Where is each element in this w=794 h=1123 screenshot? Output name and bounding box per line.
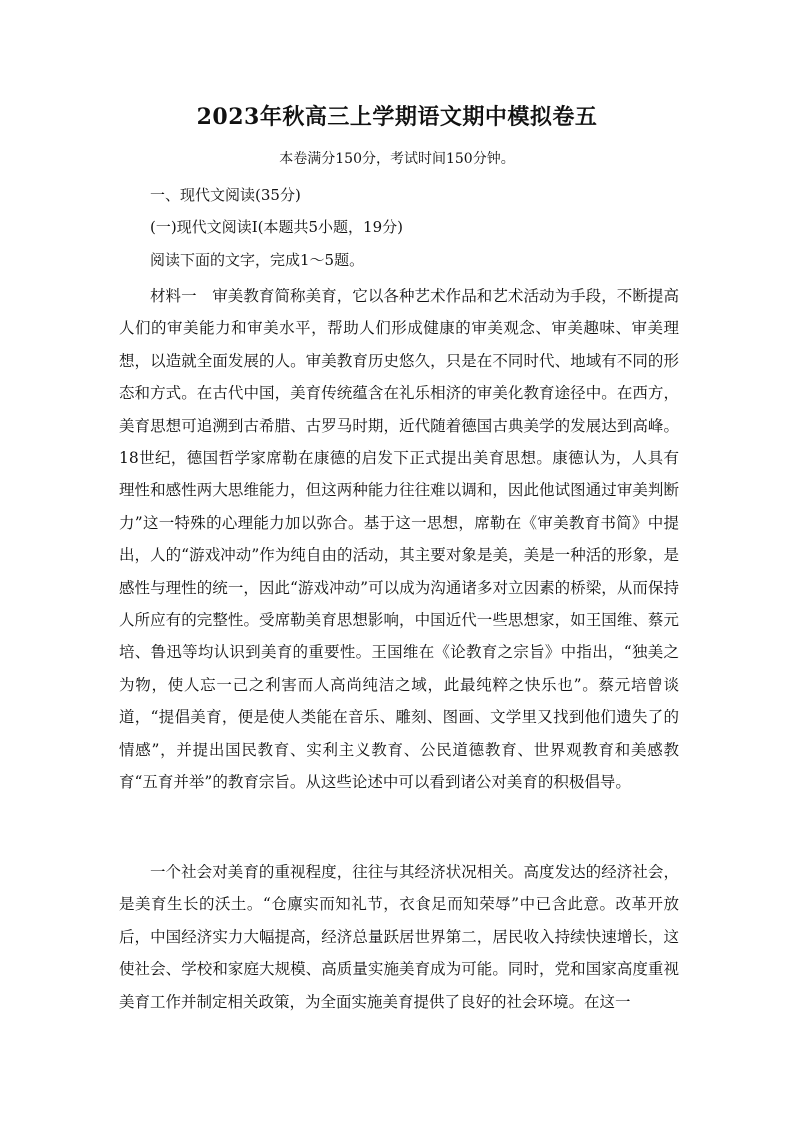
body-paragraph: 一个社会对美育的重视程度，往往与其经济状况相关。高度发达的经济社会，是美育生长的沃土。“仓廪实而知礼节，衣食足而知荣辱”中已含此意。改革开放后，中国经济实力大幅提高，经济总量跃居世界第二，居民收入持续快速增长，这使社会、学校和家庭大规模、高质量实施美育成为可能。同时，党和国家高度重视美育工作并制定相关政策，为全面实施美育提供了良好的社会环境。在这一	[119, 863, 679, 1011]
reading-instruction: 阅读下面的文字，完成1～5题。	[150, 251, 365, 269]
exam-info: 本卷满分150分，考试时间150分钟。	[279, 151, 515, 167]
exam-title: 2023年秋高三上学期语文期中模拟卷五	[196, 104, 598, 130]
section-heading: 一、现代文阅读(35分)	[150, 186, 301, 204]
subsection-heading: (一)现代文阅读Ⅰ(本题共5小题，19分)	[150, 218, 403, 236]
material-one-paragraph: 材料一 审美教育简称美育，它以各种艺术作品和艺术活动为手段，不断提高人们的审美能力和审美水平，帮助人们形成健康的审美观念、审美趣味、审美理想，以造就全面发展的人。审美教育历史悠久，只是在不同时代、地域有不同的形态和方式。在古代中国，美育传统蕴含在礼乐相济的审美化教育途径中。在西方，美育思想可追溯到古希腊、古罗马时期，近代随着德国古典美学的发展达到高峰。18世纪，德国哲学家席勒在康德的启发下正式提出美育思想。康德认为，人具有理性和感性两大思维能力，但这两种能力往往难以调和，因此他试图通过审美判断力”这一特殊的心理能力加以弥合。基于这一思想，席勒在《审美教育书简》中提出，人的“游戏冲动”作为纯自由的活动，其主要对象是美，美是一种活的形象，是感性与理性的统一，因此“游戏冲动”可以成为沟通诸多对立因素的桥梁，从而保持人所应有的完整性。受席勒美育思想影响，中国近代一些思想家，如王国维、蔡元培、鲁迅等均认识到美育的重要性。王国维在《论教育之宗旨》中指出，“独美之为物，使人忘一己之利害而人高尚纯洁之域，此最纯粹之快乐也”。蔡元培曾谈道，“提倡美育，便是使人类能在音乐、雕刻、图画、文学里又找到他们遗失了的情感”，并提出国民教育、实利主义教育、公民道德教育、世界观教育和美感教育“五育并举”的教育宗旨。从这些论述中可以看到诸公对美育的积极倡导。	[119, 287, 679, 792]
